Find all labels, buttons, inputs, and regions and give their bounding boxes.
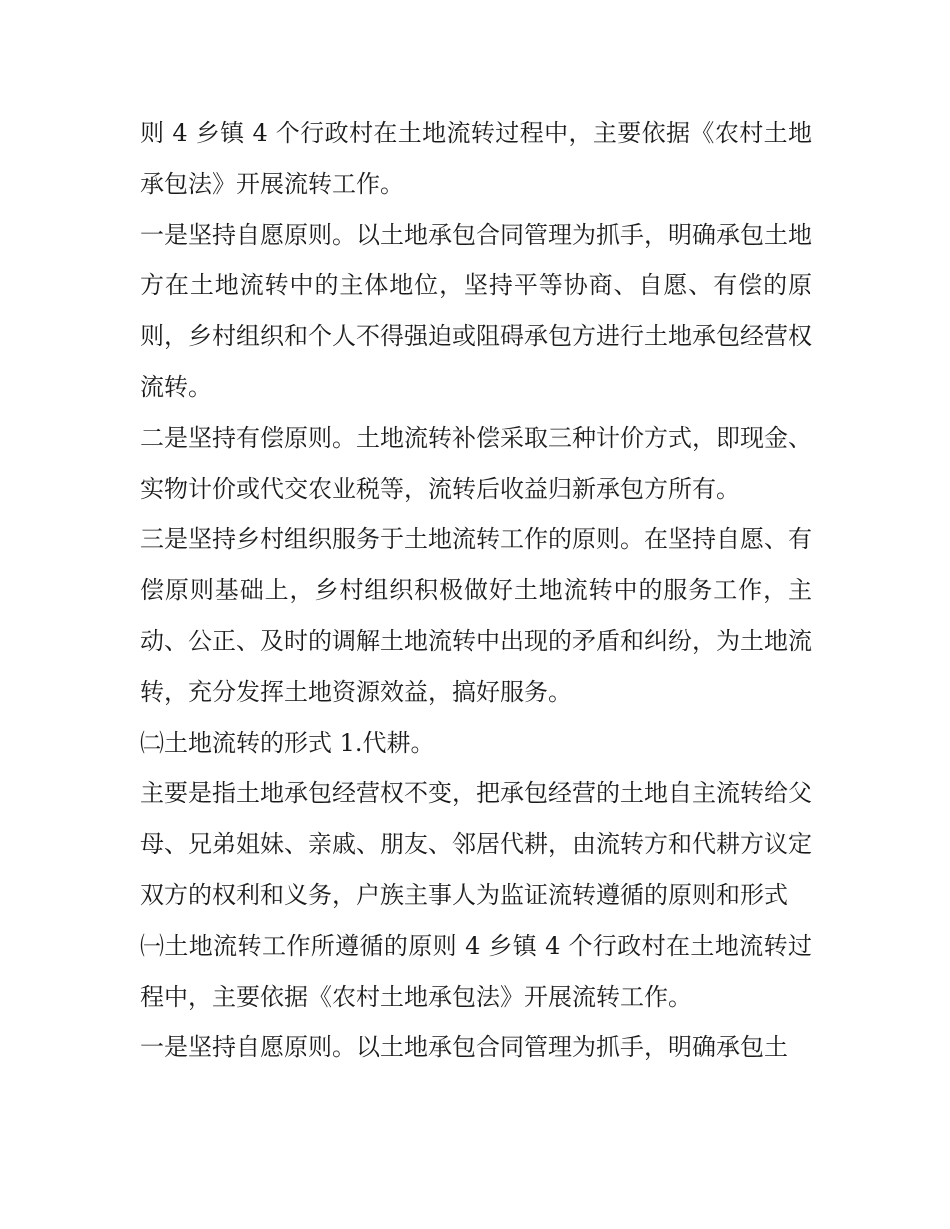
section-heading-transfer-forms: ㈡土地流转的形式 1.代耕。 <box>140 728 435 757</box>
section-heading-principles: ㈠土地流转工作所遵循的原则 4 乡镇 4 个行政村在土地流转过程中，主要依据《农村土地承包法》开展流转工作。 <box>140 931 812 1011</box>
paragraph-substitute-farming: 主要是指土地承包经营权不变，把承包经营的土地自主流转给父母、兄弟姐妹、亲戚、朋友、邻居代耕，由流转方和代耕方议定双方的权利和义务，户族主事人为监证流转遵循的原则和形式 <box>140 779 812 909</box>
document-body <box>140 108 812 1073</box>
paragraph-voluntary-principle: 一是坚持自愿原则。以土地承包合同管理为抓手，明确承包土地方在土地流转中的主体地位，坚持平等协商、自愿、有偿的原则，乡村组织和个人不得强迫或阻碍承包方进行土地承包经营权流转。 <box>140 220 812 401</box>
paragraph-voluntary-principle-repeat: 一是坚持自愿原则。以土地承包合同管理为抓手，明确承包土 <box>140 1033 788 1062</box>
paragraph-service-principle: 三是坚持乡村组织服务于土地流转工作的原则。在坚持自愿、有偿原则基础上，乡村组织积极做好土地流转中的服务工作，主动、公正、及时的调解土地流转中出现的矛盾和纠纷，为土地流转，充分发挥土地资源效益，搞好服务。 <box>140 525 812 706</box>
paragraph-compensation-principle: 二是坚持有偿原则。土地流转补偿采取三种计价方式，即现金、实物计价或代交农业税等，流转后收益归新承包方所有。 <box>140 423 812 503</box>
paragraph-principle-intro: 则 4 乡镇 4 个行政村在土地流转过程中，主要依据《农村土地承包法》开展流转工作。 <box>140 119 812 198</box>
